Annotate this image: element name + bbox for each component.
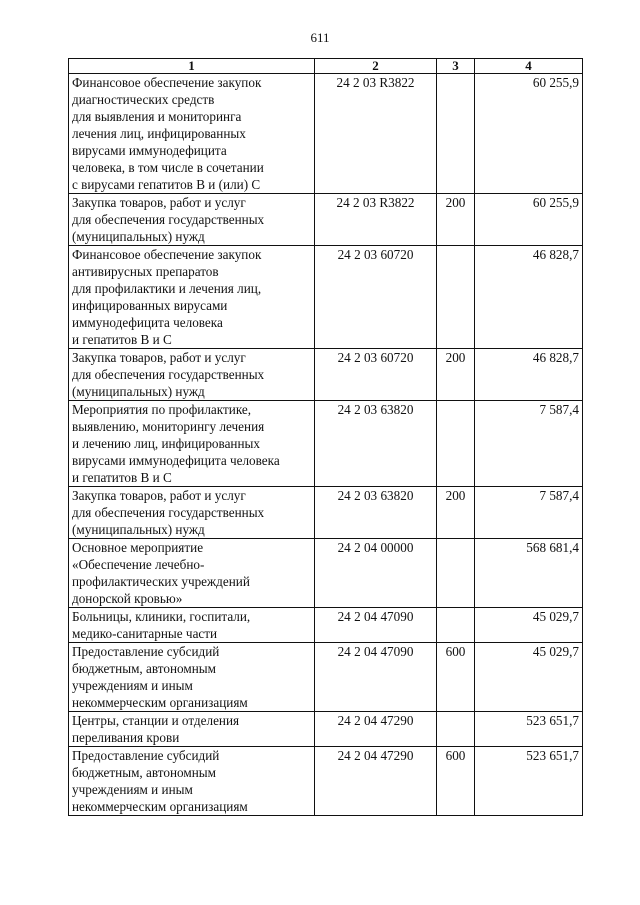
row-code: 24 2 03 60720 [315, 246, 437, 349]
row-expense-type [437, 74, 475, 194]
row-code: 24 2 03 R3822 [315, 194, 437, 246]
row-expense-type: 600 [437, 747, 475, 816]
table-row [69, 246, 583, 349]
table-row [69, 712, 583, 747]
row-code: 24 2 03 63820 [315, 401, 437, 487]
row-code: 24 2 03 63820 [315, 487, 437, 539]
column-header-1: 1 [69, 59, 315, 74]
row-expense-type [437, 712, 475, 747]
row-amount: 46 828,7 [475, 246, 583, 349]
row-expense-type: 200 [437, 349, 475, 401]
table-row [69, 349, 583, 401]
row-code: 24 2 04 47090 [315, 643, 437, 712]
row-name: Больницы, клиники, госпитали, медико-санитарные части [69, 608, 315, 643]
row-amount: 7 587,4 [475, 487, 583, 539]
row-amount: 60 255,9 [475, 194, 583, 246]
row-name: Центры, станции и отделения переливания крови [69, 712, 315, 747]
row-amount: 523 651,7 [475, 712, 583, 747]
row-name: Закупка товаров, работ и услуг для обеспечения государственных (муниципальных) нужд [69, 194, 315, 246]
row-code: 24 2 04 00000 [315, 539, 437, 608]
table-row [69, 539, 583, 608]
row-expense-type [437, 401, 475, 487]
row-expense-type [437, 246, 475, 349]
table-row [69, 747, 583, 816]
table-row [69, 608, 583, 643]
row-amount: 7 587,4 [475, 401, 583, 487]
row-amount: 60 255,9 [475, 74, 583, 194]
row-amount: 45 029,7 [475, 608, 583, 643]
row-amount: 45 029,7 [475, 643, 583, 712]
table-row [69, 401, 583, 487]
row-code: 24 2 04 47090 [315, 608, 437, 643]
row-name: Закупка товаров, работ и услуг для обеспечения государственных (муниципальных) нужд [69, 349, 315, 401]
row-amount: 46 828,7 [475, 349, 583, 401]
row-name: Основное мероприятие «Обеспечение лечебно- профилактических учреждений донорской кровью» [69, 539, 315, 608]
row-name: Финансовое обеспечение закупок антивирусных препаратов для профилактики и лечения лиц, инфицированных вирусами иммунодефицита человека и гепатитов В и С [69, 246, 315, 349]
row-name: Финансовое обеспечение закупок диагностических средств для выявления и мониторинга лечения лиц, инфицированных вирусами иммунодефицита человека, в том числе в сочетании с вирусами гепатитов В и (или) С [69, 74, 315, 194]
row-expense-type [437, 539, 475, 608]
table-header-row [69, 59, 583, 74]
budget-table [68, 58, 583, 816]
row-name: Предоставление субсидий бюджетным, автономным учреждениям и иным некоммерческим организациям [69, 747, 315, 816]
row-code: 24 2 04 47290 [315, 747, 437, 816]
column-header-2: 2 [315, 59, 437, 74]
table-row [69, 487, 583, 539]
row-code: 24 2 03 R3822 [315, 74, 437, 194]
column-header-4: 4 [475, 59, 583, 74]
row-name: Закупка товаров, работ и услуг для обеспечения государственных (муниципальных) нужд [69, 487, 315, 539]
table-row [69, 74, 583, 194]
row-code: 24 2 03 60720 [315, 349, 437, 401]
row-expense-type [437, 608, 475, 643]
row-expense-type: 600 [437, 643, 475, 712]
row-name: Предоставление субсидий бюджетным, автономным учреждениям и иным некоммерческим организациям [69, 643, 315, 712]
row-amount: 568 681,4 [475, 539, 583, 608]
row-code: 24 2 04 47290 [315, 712, 437, 747]
page-number: 611 [310, 30, 330, 45]
row-expense-type: 200 [437, 194, 475, 246]
row-expense-type: 200 [437, 487, 475, 539]
row-amount: 523 651,7 [475, 747, 583, 816]
column-header-3: 3 [437, 59, 475, 74]
table-row [69, 643, 583, 712]
table-row [69, 194, 583, 246]
row-name: Мероприятия по профилактике, выявлению, мониторингу лечения и лечению лиц, инфицированных вирусами иммунодефицита человека и гепатитов В и С [69, 401, 315, 487]
